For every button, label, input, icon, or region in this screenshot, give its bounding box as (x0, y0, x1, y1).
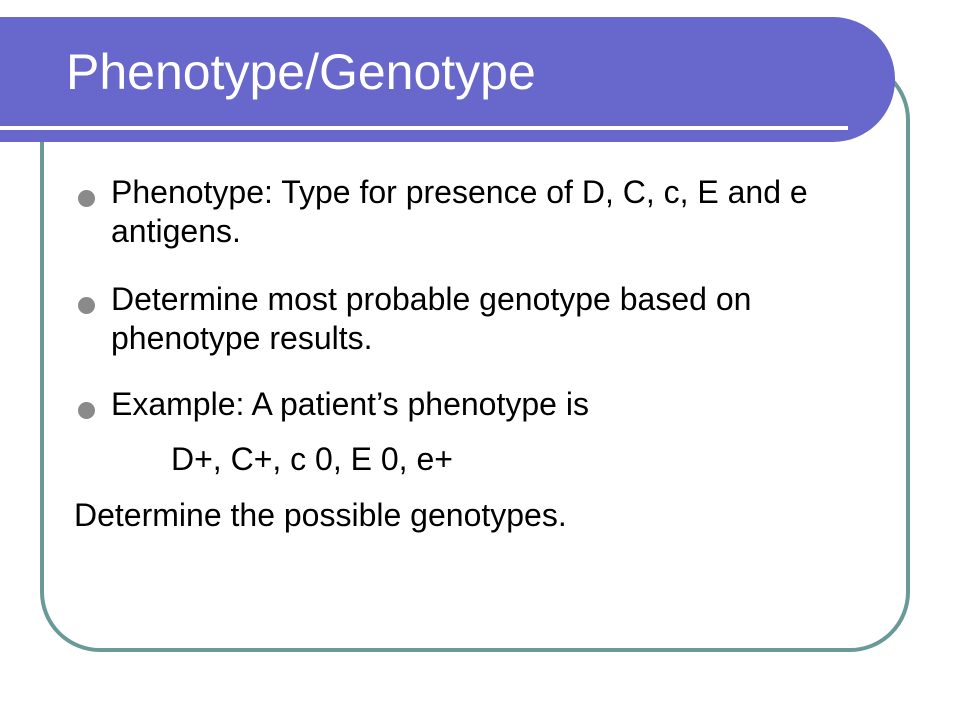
slide-title: Phenotype/Genotype (66, 44, 536, 100)
bullet-text: Determine most probable genotype based on phenotype results. (111, 281, 752, 356)
bullet-dot-icon (78, 402, 95, 419)
bullet-text: Example: A patient’s phenotype is (111, 386, 589, 422)
bullet-dot-icon (78, 297, 95, 314)
closing-question: Determine the possible genotypes. (74, 497, 567, 533)
bullet-dot-icon (78, 190, 95, 207)
bullet-text: Phenotype: Type for presence of D, C, c, E and e antigens. (111, 174, 808, 249)
example-phenotype-values: D+, C+, c 0, E 0, e+ (171, 441, 453, 477)
